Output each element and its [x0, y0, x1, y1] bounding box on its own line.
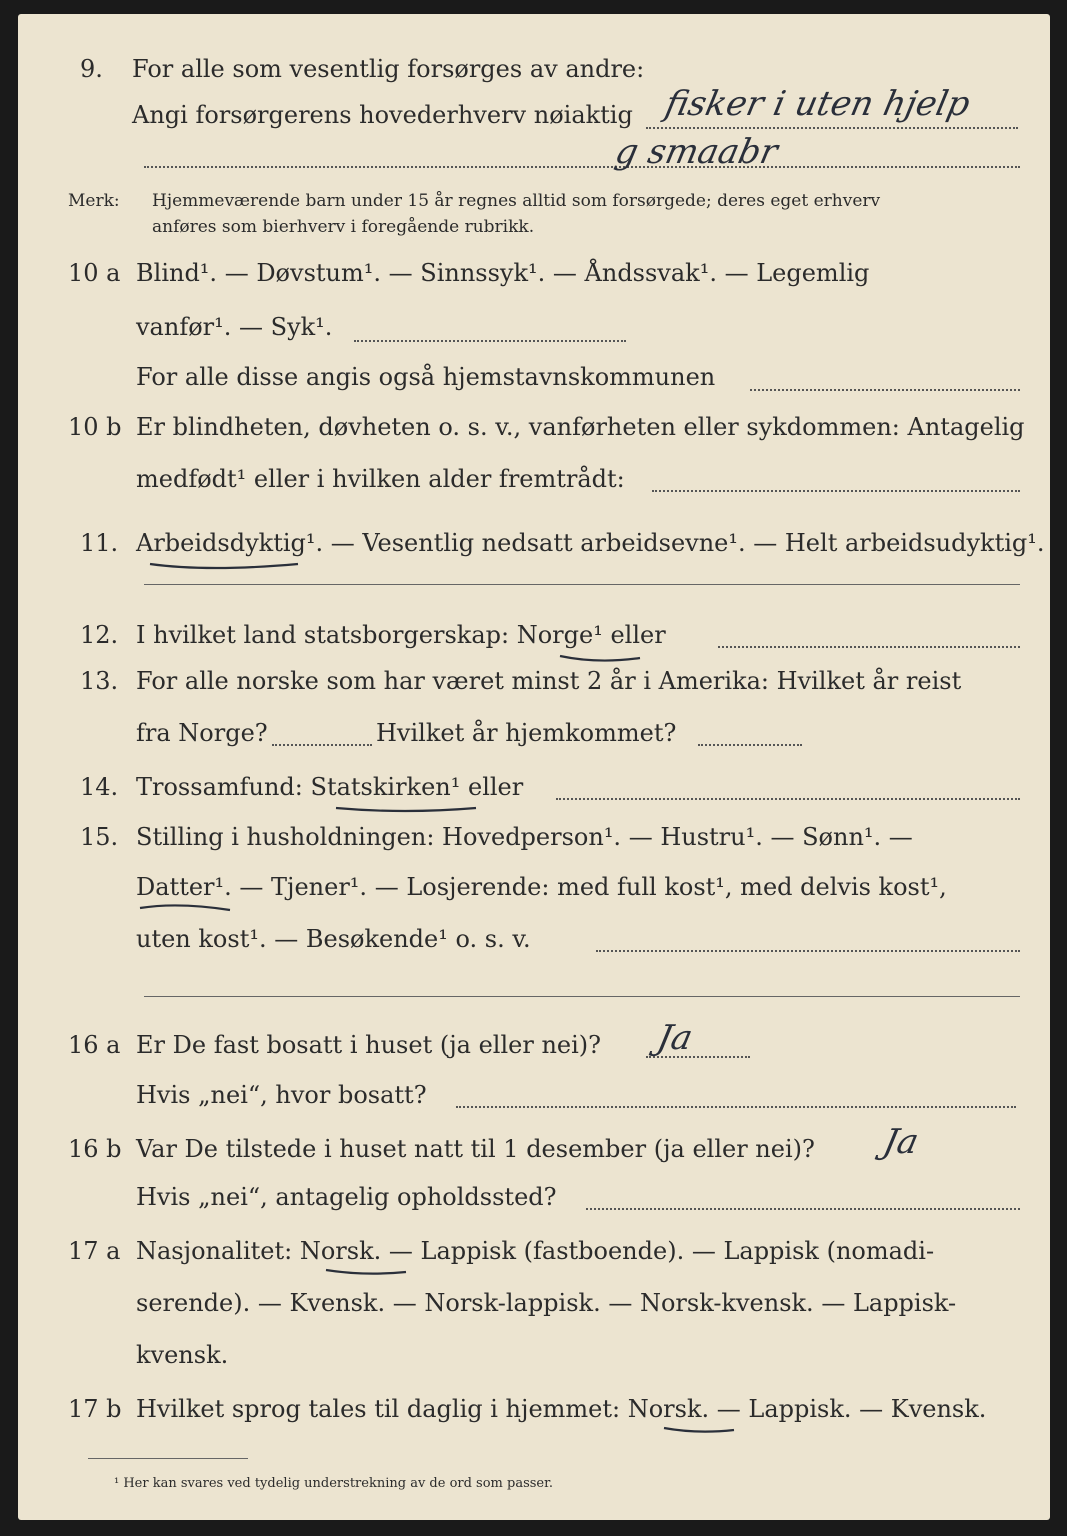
- q14-line1: Trossamfund: Statskirken¹ eller: [136, 773, 524, 801]
- q17b-number: 17 b: [68, 1395, 122, 1423]
- q15-underline-mark: [138, 900, 238, 916]
- q16a-line2: Hvis „nei“, hvor bosatt?: [136, 1081, 427, 1109]
- q10a-number: 10 a: [68, 259, 121, 287]
- q12-underline-mark: [558, 650, 648, 666]
- q13-line2a: fra Norge?: [136, 719, 268, 747]
- q15-number: 15.: [80, 823, 119, 851]
- q15-answer-line: [596, 950, 1020, 952]
- q10a-line3: For alle disse angis også hjemstavnskommunen: [136, 363, 716, 391]
- footnote-text: ¹ Her kan svares ved tydelig understrekning av de ord som passer.: [114, 1476, 554, 1491]
- q13-number: 13.: [80, 667, 119, 695]
- q10b-answer-line: [652, 490, 1020, 492]
- q13-reist-line: [272, 744, 372, 746]
- q9-line2: Angi forsørgerens hovederhverv nøiaktig: [132, 101, 633, 129]
- q11-answer-line: [144, 584, 1020, 585]
- q16a-handwritten-answer: Ja: [653, 1018, 697, 1058]
- q14-number: 14.: [80, 773, 119, 801]
- q13-hjemkommet-line: [698, 744, 802, 746]
- q9-number: 9.: [80, 55, 103, 83]
- q12-line1: I hvilket land statsborgerskap: Norge¹ eller: [136, 621, 666, 649]
- q17b-underline-mark: [662, 1422, 742, 1438]
- q16a-line1: Er De fast bosatt i huset (ja eller nei)?: [136, 1031, 602, 1059]
- q9-line1: For alle som vesentlig forsørges av andre:: [132, 55, 645, 83]
- q13-line2b: Hvilket år hjemkommet?: [376, 719, 677, 747]
- footnote-rule: [88, 1458, 248, 1459]
- q14-answer-line: [556, 798, 1020, 800]
- q10b-number: 10 b: [68, 413, 122, 441]
- q10a-line2: vanfør¹. — Syk¹.: [136, 313, 333, 341]
- q15-line1: Stilling i husholdningen: Hovedperson¹. — Hustru¹. — Sønn¹. —: [136, 823, 913, 851]
- census-form-page: [18, 14, 1050, 1520]
- q15-line3: uten kost¹. — Besøkende¹ o. s. v.: [136, 925, 531, 953]
- q10a-answer-line: [354, 340, 626, 342]
- q9-answer-line: [646, 127, 1018, 129]
- q17a-line3: kvensk.: [136, 1341, 229, 1369]
- q12-number: 12.: [80, 621, 119, 649]
- q10a-kommune-line: [750, 389, 1020, 391]
- q17a-line2: serende). — Kvensk. — Norsk-lappisk. — Norsk-kvensk. — Lappisk-: [136, 1289, 957, 1317]
- q11-number: 11.: [80, 529, 119, 557]
- q15-answer-line-2: [144, 996, 1020, 997]
- q9-handwritten-answer-1: fisker i uten hjelp: [661, 84, 974, 124]
- q16b-line1: Var De tilstede i huset natt til 1 desember (ja eller nei)?: [136, 1135, 815, 1163]
- merk-line2: anføres som bierhverv i foregående rubrikk.: [152, 217, 535, 237]
- q11-line1: Arbeidsdyktig¹. — Vesentlig nedsatt arbeidsevne¹. — Helt arbeidsudyktig¹.: [136, 529, 1045, 557]
- q9-handwritten-answer-2: g smaabr: [611, 132, 782, 172]
- q16b-line2: Hvis „nei“, antagelig opholdssted?: [136, 1183, 557, 1211]
- q11-underline-mark: [148, 558, 308, 574]
- q17a-number: 17 a: [68, 1237, 121, 1265]
- q16b-number: 16 b: [68, 1135, 122, 1163]
- q13-line1: For alle norske som har været minst 2 år i Amerika: Hvilket år reist: [136, 667, 962, 695]
- q16b-handwritten-answer: Ja: [879, 1122, 923, 1162]
- q16b-oppholdssted-line: [586, 1208, 1020, 1210]
- q10b-line2: medfødt¹ eller i hvilken alder fremtrådt:: [136, 465, 625, 493]
- q17a-underline-mark: [324, 1264, 414, 1280]
- q17b-line1: Hvilket sprog tales til daglig i hjemmet: Norsk. — Lappisk. — Kvensk.: [136, 1395, 987, 1423]
- q10b-line1: Er blindheten, døvheten o. s. v., vanførheten eller sykdommen: Antagelig: [136, 413, 1025, 441]
- q14-underline-mark: [334, 802, 484, 818]
- q15-line2: Datter¹. — Tjener¹. — Losjerende: med full kost¹, med delvis kost¹,: [136, 873, 947, 901]
- q10a-line1: Blind¹. — Døvstum¹. — Sinnssyk¹. — Åndssvak¹. — Legemlig: [136, 259, 870, 287]
- merk-line1: Hjemmeværende barn under 15 år regnes alltid som forsørgede; deres eget erhverv: [152, 191, 881, 211]
- q12-answer-line: [718, 646, 1020, 648]
- q9-answer-line-2: [144, 166, 1020, 168]
- merk-label: Merk:: [68, 191, 120, 211]
- q17a-line1: Nasjonalitet: Norsk. — Lappisk (fastboende). — Lappisk (nomadi-: [136, 1237, 935, 1265]
- q16a-bosatt-line: [456, 1106, 1016, 1108]
- q16a-number: 16 a: [68, 1031, 121, 1059]
